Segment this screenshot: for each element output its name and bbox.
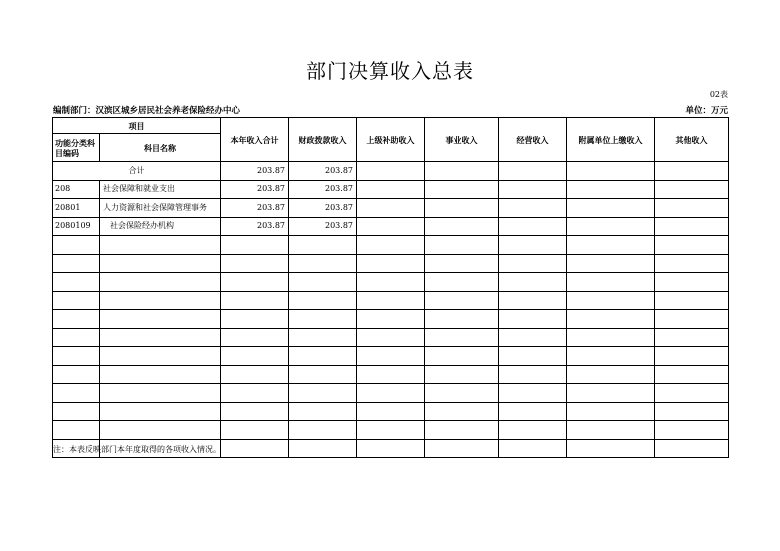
row-total: 203.87 — [221, 217, 289, 236]
header-row-1 — [53, 118, 729, 134]
header-operating: 经营收入 — [499, 118, 567, 162]
row-code: 20801 — [53, 199, 100, 218]
header-fiscal: 财政拨款收入 — [289, 118, 357, 162]
table-row — [53, 180, 729, 199]
row-fiscal: 203.87 — [289, 217, 357, 236]
empty-row — [53, 310, 729, 329]
department-label: 编制部门：汉滨区城乡居民社会养老保险经办中心 — [53, 106, 241, 116]
income-summary-table — [52, 117, 729, 458]
row-code: 208 — [53, 180, 100, 199]
row-name: 人力资源和社会保障管理事务 — [100, 199, 221, 218]
empty-row — [53, 347, 729, 366]
row-total: 203.87 — [221, 199, 289, 218]
row-fiscal: 203.87 — [289, 180, 357, 199]
empty-row — [53, 254, 729, 273]
empty-row — [53, 236, 729, 255]
header-total: 本年收入合计 — [221, 118, 289, 162]
footnote: 注：本表反映部门本年度取得的各项收入情况。 — [53, 445, 221, 454]
empty-row — [53, 328, 729, 347]
row-name: 社会保障和就业支出 — [100, 180, 221, 199]
header-superior: 上级补助收入 — [357, 118, 425, 162]
row-fiscal: 203.87 — [289, 199, 357, 218]
header-subject-name: 科目名称 — [100, 134, 221, 162]
unit-label: 单位：万元 — [685, 106, 728, 116]
empty-row — [53, 291, 729, 310]
header-func-code: 功能分类科目编码 — [53, 134, 100, 162]
empty-row — [53, 402, 729, 421]
row-total: 203.87 — [221, 180, 289, 199]
total-row — [53, 162, 729, 181]
empty-row — [53, 421, 729, 440]
total-fiscal: 203.87 — [289, 162, 357, 181]
table-row — [53, 199, 729, 218]
header-business: 事业收入 — [425, 118, 499, 162]
form-number: 02表 — [709, 90, 728, 99]
total-label: 合计 — [53, 162, 221, 181]
empty-row — [53, 365, 729, 384]
total-amount: 203.87 — [221, 162, 289, 181]
table-row — [53, 217, 729, 236]
row-code: 2080109 — [53, 217, 100, 236]
empty-row — [53, 273, 729, 292]
header-affiliated: 附属单位上缴收入 — [567, 118, 655, 162]
header-other: 其他收入 — [655, 118, 729, 162]
header-item: 项目 — [53, 118, 221, 134]
empty-row — [53, 384, 729, 403]
row-name: 社会保险经办机构 — [100, 217, 221, 236]
page-title: 部门决算收入总表 — [306, 59, 474, 83]
